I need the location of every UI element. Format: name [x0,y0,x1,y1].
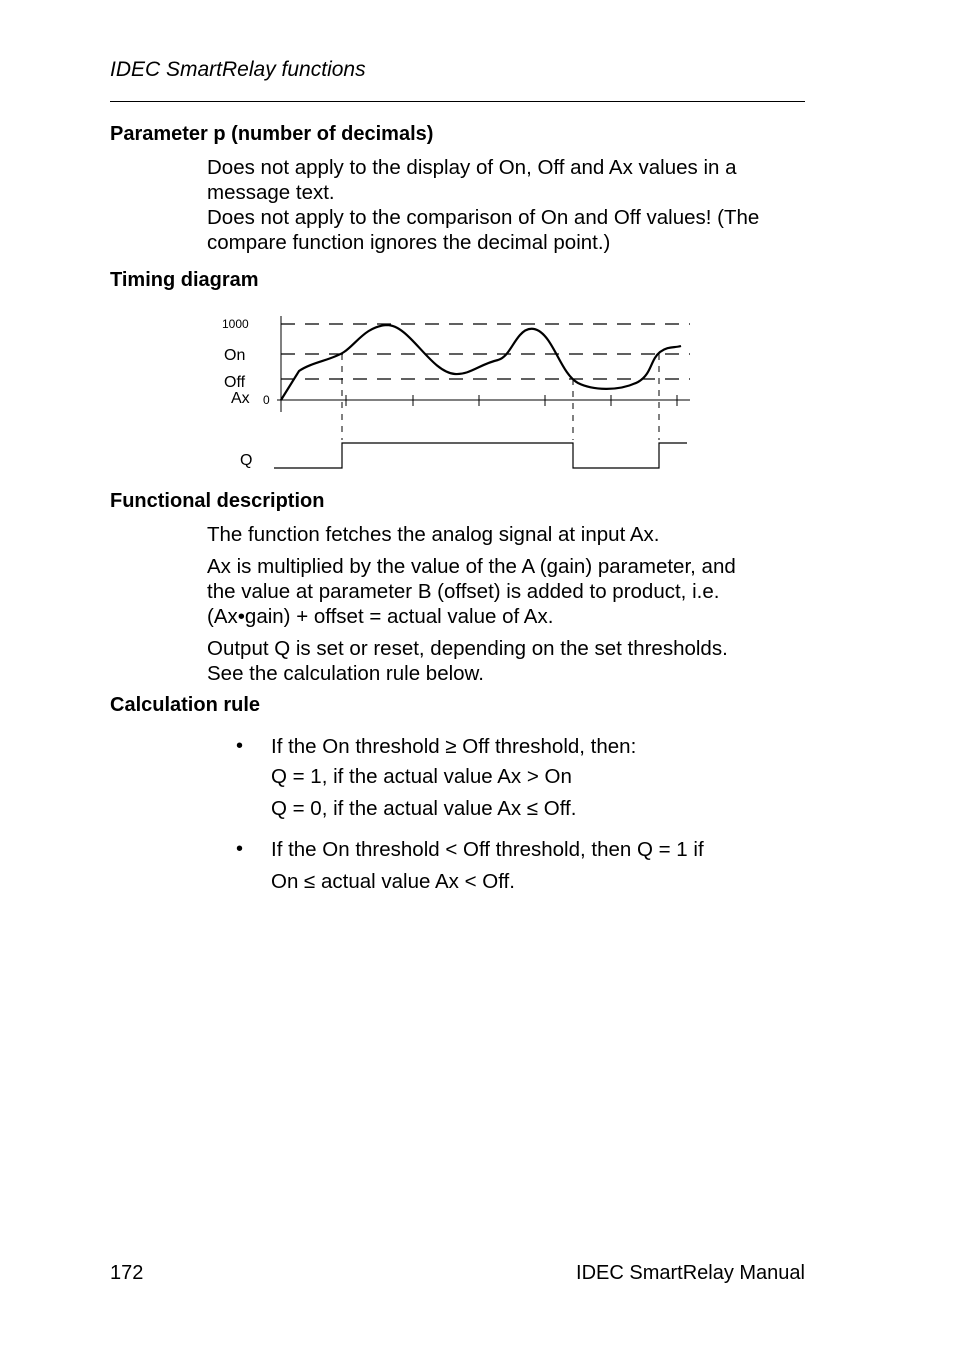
parameter-p-text [207,155,807,255]
manual-title: IDEC SmartRelay Manual [576,1262,805,1284]
bullet-2-line-2: On ≤ actual value Ax < Off. [271,870,515,893]
label-q: Q [240,452,253,469]
label-ax: Ax [231,390,250,407]
text-line: Does not apply to the comparison of On and Off values! (The [207,206,760,229]
bullet-2-dot: • [236,838,244,860]
text-line: Does not apply to the display of On, Off and Ax values in a [207,156,737,179]
label-1000: 1000 [222,317,249,331]
header-rule [110,101,805,102]
heading-timing-diagram: Timing diagram [110,269,259,291]
heading-functional-description: Functional description [110,490,325,512]
bullet-1-dot: • [236,735,244,757]
functional-para-2 [207,554,807,629]
heading-parameter-p: Parameter p (number of decimals) [110,123,434,145]
text-line: the value at parameter B (offset) is added to product, i.e. [207,580,720,603]
bullet-1-line-3: Q = 0, if the actual value Ax ≤ Off. [271,797,577,820]
bullet-1-line-2: Q = 1, if the actual value Ax > On [271,765,572,788]
page-header-title: IDEC SmartRelay functions [110,58,366,81]
text-line: (Ax•gain) + offset = actual value of Ax. [207,605,554,628]
label-off: Off [224,374,246,391]
functional-para-3 [207,636,807,686]
heading-calculation-rule: Calculation rule [110,694,261,716]
label-on: On [224,347,246,364]
label-zero: 0 [263,393,270,407]
timing-diagram [210,310,700,480]
bullet-2-line-1: If the On threshold < Off threshold, then Q = 1 if [271,838,704,861]
text-line: The function fetches the analog signal at input Ax. [207,523,660,546]
text-line: message text. [207,181,335,204]
q-output-signal [274,443,687,468]
ax-signal-curve [281,325,681,400]
text-line: Ax is multiplied by the value of the A (gain) parameter, and [207,555,736,578]
bullet-1-line-1: If the On threshold ≥ Off threshold, then: [271,735,637,758]
functional-para-1 [207,522,807,547]
page-number: 172 [110,1262,144,1284]
text-line: See the calculation rule below. [207,662,484,685]
text-line: compare function ignores the decimal point.) [207,231,611,254]
text-line: Output Q is set or reset, depending on the set thresholds. [207,637,728,660]
